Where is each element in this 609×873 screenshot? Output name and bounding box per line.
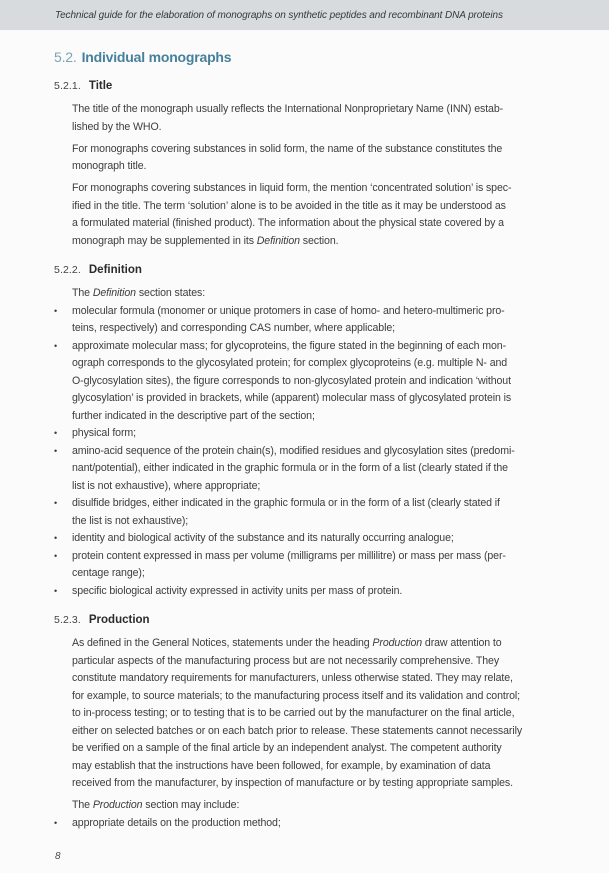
- text-line: ograph corresponds to the glycosylated protein; for complex glycoproteins (e.g. multiple N- and: [72, 357, 508, 369]
- text-line: glycosylation’ is provided in brackets, while (apparent) molecular mass of glycosylated protein is: [72, 392, 512, 404]
- text-line: monograph title.: [72, 160, 147, 172]
- text-line: a formulated material (finished product). The information about the physical state covered by a: [72, 217, 504, 229]
- text-line: further indicated in the descriptive part of the section;: [72, 409, 315, 422]
- paragraph: [72, 180, 569, 250]
- subsection-title: Production: [88, 614, 150, 626]
- subsection-title: Definition: [88, 264, 142, 276]
- text-line: As defined in the General Notices, statements under the heading Production draw attention to: [72, 637, 502, 649]
- bullet-item: [54, 303, 569, 338]
- bullet-text: [72, 338, 569, 426]
- text-line: molecular formula (monomer or unique protomers in case of homo- and hetero-multimeric pro-: [72, 304, 505, 317]
- subsection-production: [54, 611, 569, 832]
- subsection-heading: [54, 611, 569, 628]
- bullet-item: [54, 815, 569, 833]
- paragraph: [72, 101, 569, 136]
- text-line: protein content expressed in mass per volume (milligrams per millilitre) or mass per mass (per-: [72, 549, 506, 562]
- running-header: [0, 0, 609, 30]
- text-line: either on selected batches or on each batch prior to release. These statements cannot necessarily: [72, 724, 523, 737]
- bullet-text: [72, 530, 569, 548]
- bullet-item: [54, 425, 569, 443]
- text-line: may establish that the instructions have been followed, for example, by examination of data: [72, 759, 491, 772]
- text-line: be verified on a sample of the final article by an independent analyst. The competent authority: [72, 742, 502, 754]
- bullet-text: [72, 815, 569, 833]
- bullet-icon: •: [54, 550, 58, 561]
- subsection-number: 5.2.2.: [54, 264, 81, 276]
- subsection-heading: [54, 261, 569, 278]
- bullet-text: [72, 495, 569, 530]
- bullet-item: [54, 338, 569, 426]
- section-title: Individual monographs: [81, 49, 232, 65]
- text-line: physical form;: [72, 427, 136, 439]
- text-line: teins, respectively) and corresponding CAS number, where applicable;: [72, 322, 395, 334]
- subsection-heading: [54, 77, 569, 94]
- subsection-definition: [54, 261, 569, 600]
- text-line: to in-process testing; or to testing that is to be carried out by the manufacturer on the final article,: [72, 707, 515, 719]
- text-line: ified in the title. The term ‘solution’ alone is to be avoided in the title as it may be understood as: [72, 199, 506, 212]
- text-line: received from the manufacturer, by inspection of manufacture or by testing appropriate samples.: [72, 777, 513, 789]
- text-line: approximate molecular mass; for glycoproteins, the figure stated in the beginning of each mon-: [72, 339, 507, 352]
- bullet-item: [54, 530, 569, 548]
- bullet-icon: •: [54, 340, 58, 351]
- subsection-title: [54, 77, 569, 250]
- bullet-item: [54, 583, 569, 601]
- bullet-text: [72, 583, 569, 601]
- bullet-text: [72, 425, 569, 443]
- text-line: centage range);: [72, 567, 145, 579]
- text-line: for example, to source materials; to the manufacturing process itself and its validation and control;: [72, 689, 521, 702]
- text-line: The Production section may include:: [72, 799, 240, 811]
- paragraph: [72, 141, 569, 176]
- bullet-icon: •: [54, 428, 58, 438]
- paragraph: [72, 635, 569, 793]
- section-number: 5.2.: [54, 49, 77, 65]
- section-heading: [54, 49, 569, 66]
- text-line: disulfide bridges, either indicated in the graphic formula or in the form of a list (clearly stated if: [72, 497, 500, 509]
- text-line: list is not exhaustive), where appropriate;: [72, 479, 261, 492]
- text-line: specific biological activity expressed in activity units per mass of protein.: [72, 584, 403, 597]
- bullet-item: [54, 495, 569, 530]
- running-header-text: Technical guide for the elaboration of monographs on synthetic peptides and recombinant DNA proteins: [55, 9, 503, 21]
- page-number: 8: [55, 851, 61, 862]
- text-line: The title of the monograph usually reflects the International Nonproprietary Name (INN) estab-: [72, 103, 504, 115]
- bullet-icon: •: [54, 585, 58, 596]
- text-line: lished by the WHO.: [72, 120, 162, 133]
- bullet-list: [54, 815, 569, 833]
- text-line: nant/potential), either indicated in the graphic formula or in the form of a list (clearly stated if the: [72, 462, 508, 474]
- bullet-item: [54, 443, 569, 496]
- text-line: particular aspects of the manufacturing process but are not necessarily comprehensive. They: [72, 654, 500, 667]
- bullet-text: [72, 443, 569, 496]
- text-line: The Definition section states:: [72, 287, 206, 299]
- text-line: identity and biological activity of the substance and its naturally occurring analogue;: [72, 532, 454, 544]
- bullet-item: [54, 548, 569, 583]
- bullet-icon: •: [54, 305, 58, 316]
- subsections: [54, 77, 569, 832]
- bullet-icon: •: [54, 498, 58, 508]
- bullet-text: [72, 548, 569, 583]
- bullet-icon: •: [54, 533, 58, 543]
- subsection-number: 5.2.3.: [54, 614, 81, 626]
- text-line: the list is not exhaustive);: [72, 514, 189, 527]
- bullet-icon: •: [54, 445, 58, 456]
- text-line: For monographs covering substances in solid form, the name of the substance constitutes the: [72, 142, 503, 155]
- text-line: constitute mandatory requirements for manufacturers, unless otherwise stated. They may relate,: [72, 672, 513, 684]
- subsection-title: Title: [88, 80, 113, 92]
- paragraph: [72, 797, 569, 815]
- page-content: [0, 30, 609, 832]
- text-line: monograph may be supplemented in its Definition section.: [72, 234, 339, 247]
- bullet-list: [54, 303, 569, 601]
- text-line: appropriate details on the production method;: [72, 816, 281, 829]
- text-line: O-glycosylation sites), the figure corresponds to non-glycosylated protein and indication ‘without: [72, 374, 511, 387]
- paragraph: [72, 285, 569, 303]
- text-line: For monographs covering substances in liquid form, the mention ‘concentrated solution’ is spec-: [72, 182, 512, 194]
- text-line: amino-acid sequence of the protein chain(s), modified residues and glycosylation sites (predomi-: [72, 444, 515, 457]
- bullet-text: [72, 303, 569, 338]
- subsection-number: 5.2.1.: [54, 80, 81, 92]
- bullet-icon: •: [54, 817, 58, 828]
